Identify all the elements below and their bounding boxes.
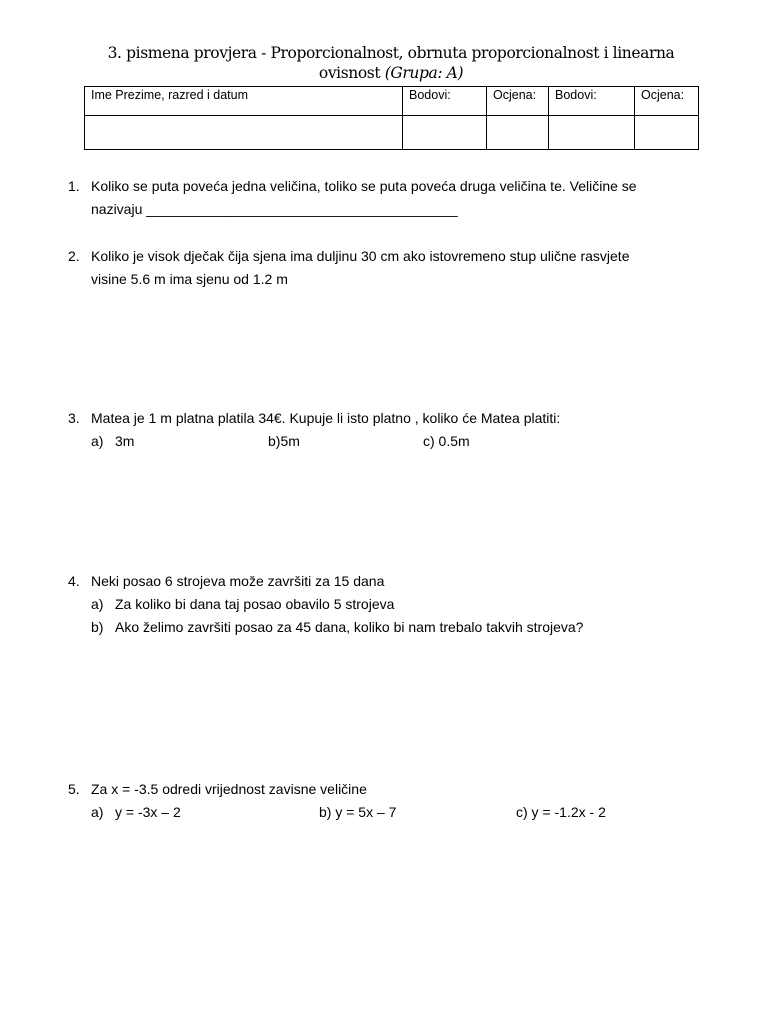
grade-cell[interactable] (487, 116, 549, 150)
question-number: 4. (68, 573, 80, 589)
subquestion-text: Za koliko bi dana taj posao obavilo 5 strojeva (115, 596, 395, 612)
question-text (91, 175, 651, 221)
option-b (319, 801, 396, 824)
question-5 (68, 778, 668, 802)
question-line: Koliko se puta poveća jedna veličina, toliko se puta poveća druga veličina te. Veličine se (91, 178, 637, 194)
option-text: c) 0.5m (423, 433, 470, 449)
student-info-table (84, 86, 699, 150)
option-a (91, 430, 134, 453)
question-line: Za x = -3.5 odredi vrijednost zavisne veličine (91, 781, 367, 797)
points-cell[interactable] (403, 116, 487, 150)
answer-blank-line: nazivaju ________________________________________ (91, 201, 458, 217)
question-line: Matea je 1 m platna platila 34€. Kupuje li isto platno , koliko će Matea platiti: (91, 410, 561, 426)
grade-cell-2[interactable] (635, 116, 699, 150)
question-line: Koliko je visok dječak čija sjena ima duljinu 30 cm ako istovremeno stup ulične rasvjete (91, 248, 630, 264)
option-c (423, 430, 470, 453)
grade-column-header-2: Ocjena: (635, 87, 699, 116)
subquestion-label: b) (91, 619, 104, 635)
question-line: visine 5.6 m ima sjenu od 1.2 m (91, 271, 288, 287)
option-text: c) y = -1.2x - 2 (516, 804, 606, 820)
option-text: y = -3x – 2 (115, 804, 181, 820)
question-text (91, 778, 651, 801)
title-main: 3. pismena provjera - Proporcionalnost, obrnuta proporcionalnost i linearna ovisnost (107, 44, 675, 82)
question-number: 5. (68, 781, 80, 797)
name-column-header: Ime Prezime, razred i datum (85, 87, 403, 116)
question-number: 3. (68, 410, 80, 426)
question-2 (68, 245, 668, 293)
question-3 (68, 407, 668, 431)
question-text (91, 245, 651, 291)
points-column-header-2: Bodovi: (549, 87, 635, 116)
question-number: 1. (68, 178, 80, 194)
option-a (91, 801, 181, 824)
points-column-header: Bodovi: (403, 87, 487, 116)
option-label: a) (91, 804, 104, 820)
question-text (91, 407, 651, 430)
question-4 (68, 570, 668, 594)
option-c (516, 801, 606, 824)
question-1 (68, 175, 668, 223)
name-cell[interactable] (85, 116, 403, 150)
subquestion-b (91, 616, 583, 639)
subquestion-a (91, 593, 394, 616)
question-number: 2. (68, 248, 80, 264)
subquestion-text: Ako želimo završiti posao za 45 dana, koliko bi nam trebalo takvih strojeva? (115, 619, 584, 635)
option-text: b)5m (268, 433, 300, 449)
option-label: a) (91, 433, 104, 449)
table-entry-row (85, 116, 699, 150)
table-header-row (85, 87, 699, 116)
subquestion-label: a) (91, 596, 104, 612)
question-text (91, 570, 651, 593)
question-line: Neki posao 6 strojeva može završiti za 15 dana (91, 573, 385, 589)
title-group: (Grupa: A) (384, 64, 464, 82)
points-cell-2[interactable] (549, 116, 635, 150)
page-title (84, 43, 698, 83)
option-text: b) y = 5x – 7 (319, 804, 397, 820)
grade-column-header: Ocjena: (487, 87, 549, 116)
option-text: 3m (115, 433, 135, 449)
option-b (268, 430, 300, 453)
